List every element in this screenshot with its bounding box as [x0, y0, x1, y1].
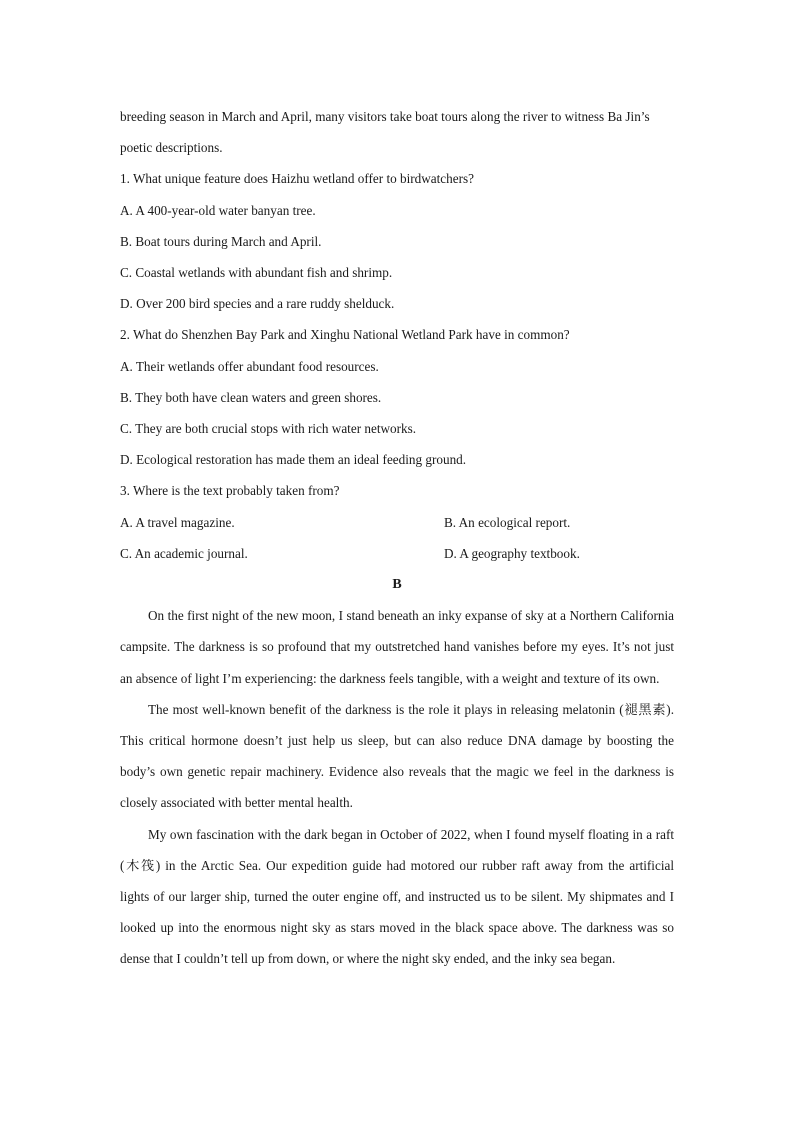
question-stem: 1. What unique feature does Haizhu wetland offer to birdwatchers? — [120, 171, 474, 187]
option-b: B. Boat tours during March and April. — [120, 233, 322, 249]
options-row — [120, 507, 674, 538]
question-2 — [120, 319, 674, 475]
page-content — [120, 101, 674, 975]
option-a: A. A travel magazine. — [120, 514, 235, 530]
section-heading: B — [392, 577, 402, 593]
paragraph-1: On the first night of the new moon, I stand beneath an inky expanse of sky at a Northern California campsite. The darkness is so profound that my outstretched hand vanishes before my eyes. It’s not just an absence of light I’m experiencing: the darkness feels tangible, with a weight and texture of its own. — [120, 608, 674, 686]
paragraph-2: The most well-known benefit of the darkness is the role it plays in releasing melatonin (褪黑素). This critical hormone doesn’t just help us sleep, but can also reduce DNA damage by boosting the body’s own genetic repair machinery. Evidence also reveals that the magic we feel in the darkness is closely associated with better mental health. — [120, 701, 674, 811]
paragraph-3: My own fascination with the dark began in October of 2022, when I found myself floating in a raft (木筏) in the Arctic Sea. Our expedition guide had motored our rubber raft away from the artificial lights of our larger ship, turned the outer engine off, and instructed us to be silent. My shipmates and I looked up into the enormous night sky as stars moved in the black space above. The darkness was so dense that I couldn’t tell up from down, or where the night sky ended, and the inky sea began. — [120, 826, 674, 967]
intro-line-2: poetic descriptions. — [120, 140, 223, 156]
option-c: C. They are both crucial stops with rich water networks. — [120, 421, 417, 437]
option-c: C. Coastal wetlands with abundant fish and shrimp. — [120, 265, 393, 281]
option-d: D. A geography textbook. — [444, 545, 580, 561]
intro-line-1: breeding season in March and April, many visitors take boat tours along the river to witness Ba Jin’s — [120, 109, 650, 124]
question-stem: 3. Where is the text probably taken from? — [120, 483, 340, 499]
options-row — [120, 538, 674, 569]
option-d: D. Ecological restoration has made them an ideal feeding ground. — [120, 452, 467, 468]
option-c: C. An academic journal. — [120, 545, 248, 561]
question-stem: 2. What do Shenzhen Bay Park and Xinghu National Wetland Park have in common? — [120, 327, 570, 343]
option-a: A. A 400-year-old water banyan tree. — [120, 202, 316, 218]
question-1 — [120, 163, 674, 319]
option-b: B. They both have clean waters and green shores. — [120, 389, 382, 405]
option-b: B. An ecological report. — [444, 514, 571, 530]
option-a: A. Their wetlands offer abundant food resources. — [120, 358, 379, 374]
option-d: D. Over 200 bird species and a rare ruddy shelduck. — [120, 296, 395, 312]
question-3 — [120, 475, 674, 569]
